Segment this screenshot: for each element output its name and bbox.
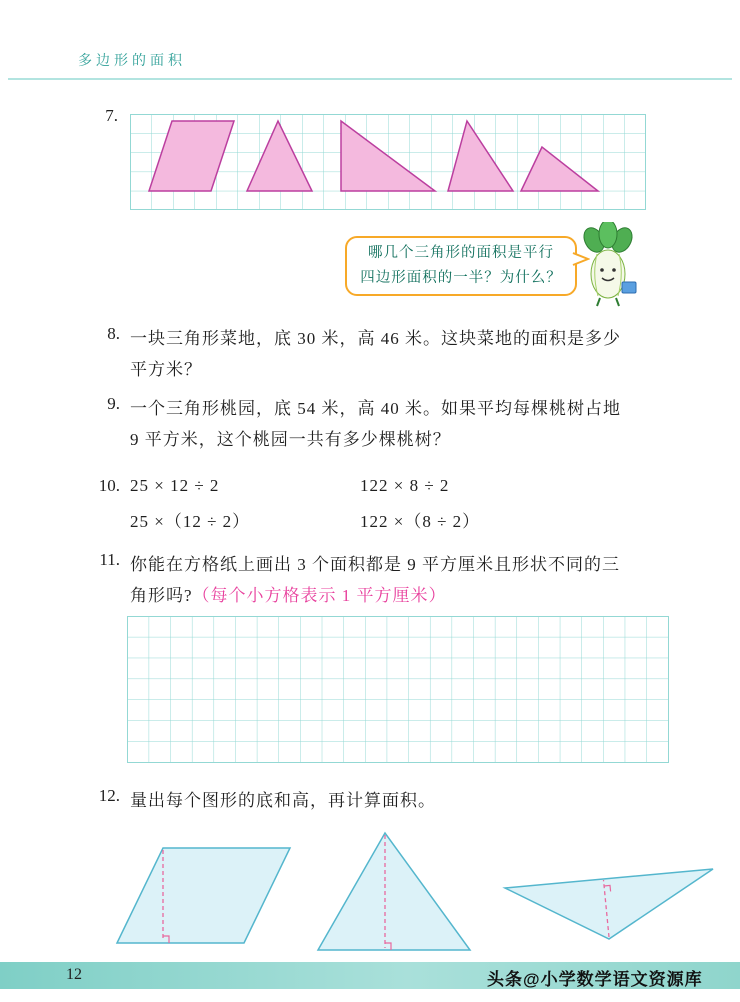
q10-expression-2: 122 × 8 ÷ 2 bbox=[360, 476, 450, 495]
question-7-number: 7. bbox=[105, 106, 118, 125]
measure-parallelogram bbox=[117, 848, 290, 943]
measure-triangle bbox=[318, 833, 470, 950]
question-11-line2-text: 角形吗? bbox=[130, 586, 193, 605]
chapter-title: 多边形的面积 bbox=[78, 54, 186, 69]
question-8-line1: 一块三角形菜地，底 30 米，高 46 米。这块菜地的面积是多少 bbox=[130, 329, 621, 348]
question-11-note: （每个小方格表示 1 平方厘米） bbox=[192, 586, 447, 605]
question-11-line2 bbox=[130, 581, 447, 606]
watermark-text: 头条@小学数学语文资源库 bbox=[487, 970, 703, 989]
speech-bubble-line2: 四边形面积的一半？为什么？ bbox=[360, 270, 562, 286]
question-12-text: 量出每个图形的底和高，再计算面积。 bbox=[130, 791, 436, 810]
question-9-line1: 一个三角形桃园，底 54 米，高 40 米。如果平均每棵桃树占地 bbox=[130, 399, 621, 418]
question-10-number: 10. bbox=[98, 476, 120, 495]
question-11-empty-grid bbox=[127, 616, 669, 763]
question-12-number: 12. bbox=[98, 786, 120, 805]
question-7-grid-figure bbox=[130, 114, 646, 210]
q10-expression-3: 25 ×（12 ÷ 2） bbox=[130, 512, 251, 531]
blue-book bbox=[622, 282, 636, 293]
speech-bubble-line1: 哪几个三角形的面积是平行 bbox=[368, 245, 554, 261]
grid-paper bbox=[128, 617, 669, 763]
page-number: 12 bbox=[66, 966, 82, 983]
question-12-shapes-figure bbox=[100, 823, 732, 958]
question-11-number: 11. bbox=[99, 550, 120, 569]
question-9-number: 9. bbox=[107, 394, 120, 413]
measure-obtuse-triangle bbox=[505, 869, 713, 939]
speech-bubble bbox=[345, 236, 577, 296]
eye-right bbox=[612, 268, 616, 272]
question-8-number: 8. bbox=[107, 324, 120, 343]
eye-left bbox=[600, 268, 604, 272]
q10-expression-1: 25 × 12 ÷ 2 bbox=[130, 476, 220, 495]
header-divider bbox=[8, 78, 732, 80]
question-9-line2: 9 平方米，这个桃园一共有多少棵桃树？ bbox=[130, 430, 451, 449]
question-11-line1: 你能在方格纸上画出 3 个面积都是 9 平方厘米且形状不同的三 bbox=[130, 555, 620, 574]
leaf-center bbox=[599, 222, 617, 248]
question-8-line2: 平方米？ bbox=[130, 360, 202, 379]
feet bbox=[597, 298, 619, 306]
mascot-character bbox=[572, 222, 644, 310]
q10-expression-4: 122 ×（8 ÷ 2） bbox=[360, 512, 481, 531]
